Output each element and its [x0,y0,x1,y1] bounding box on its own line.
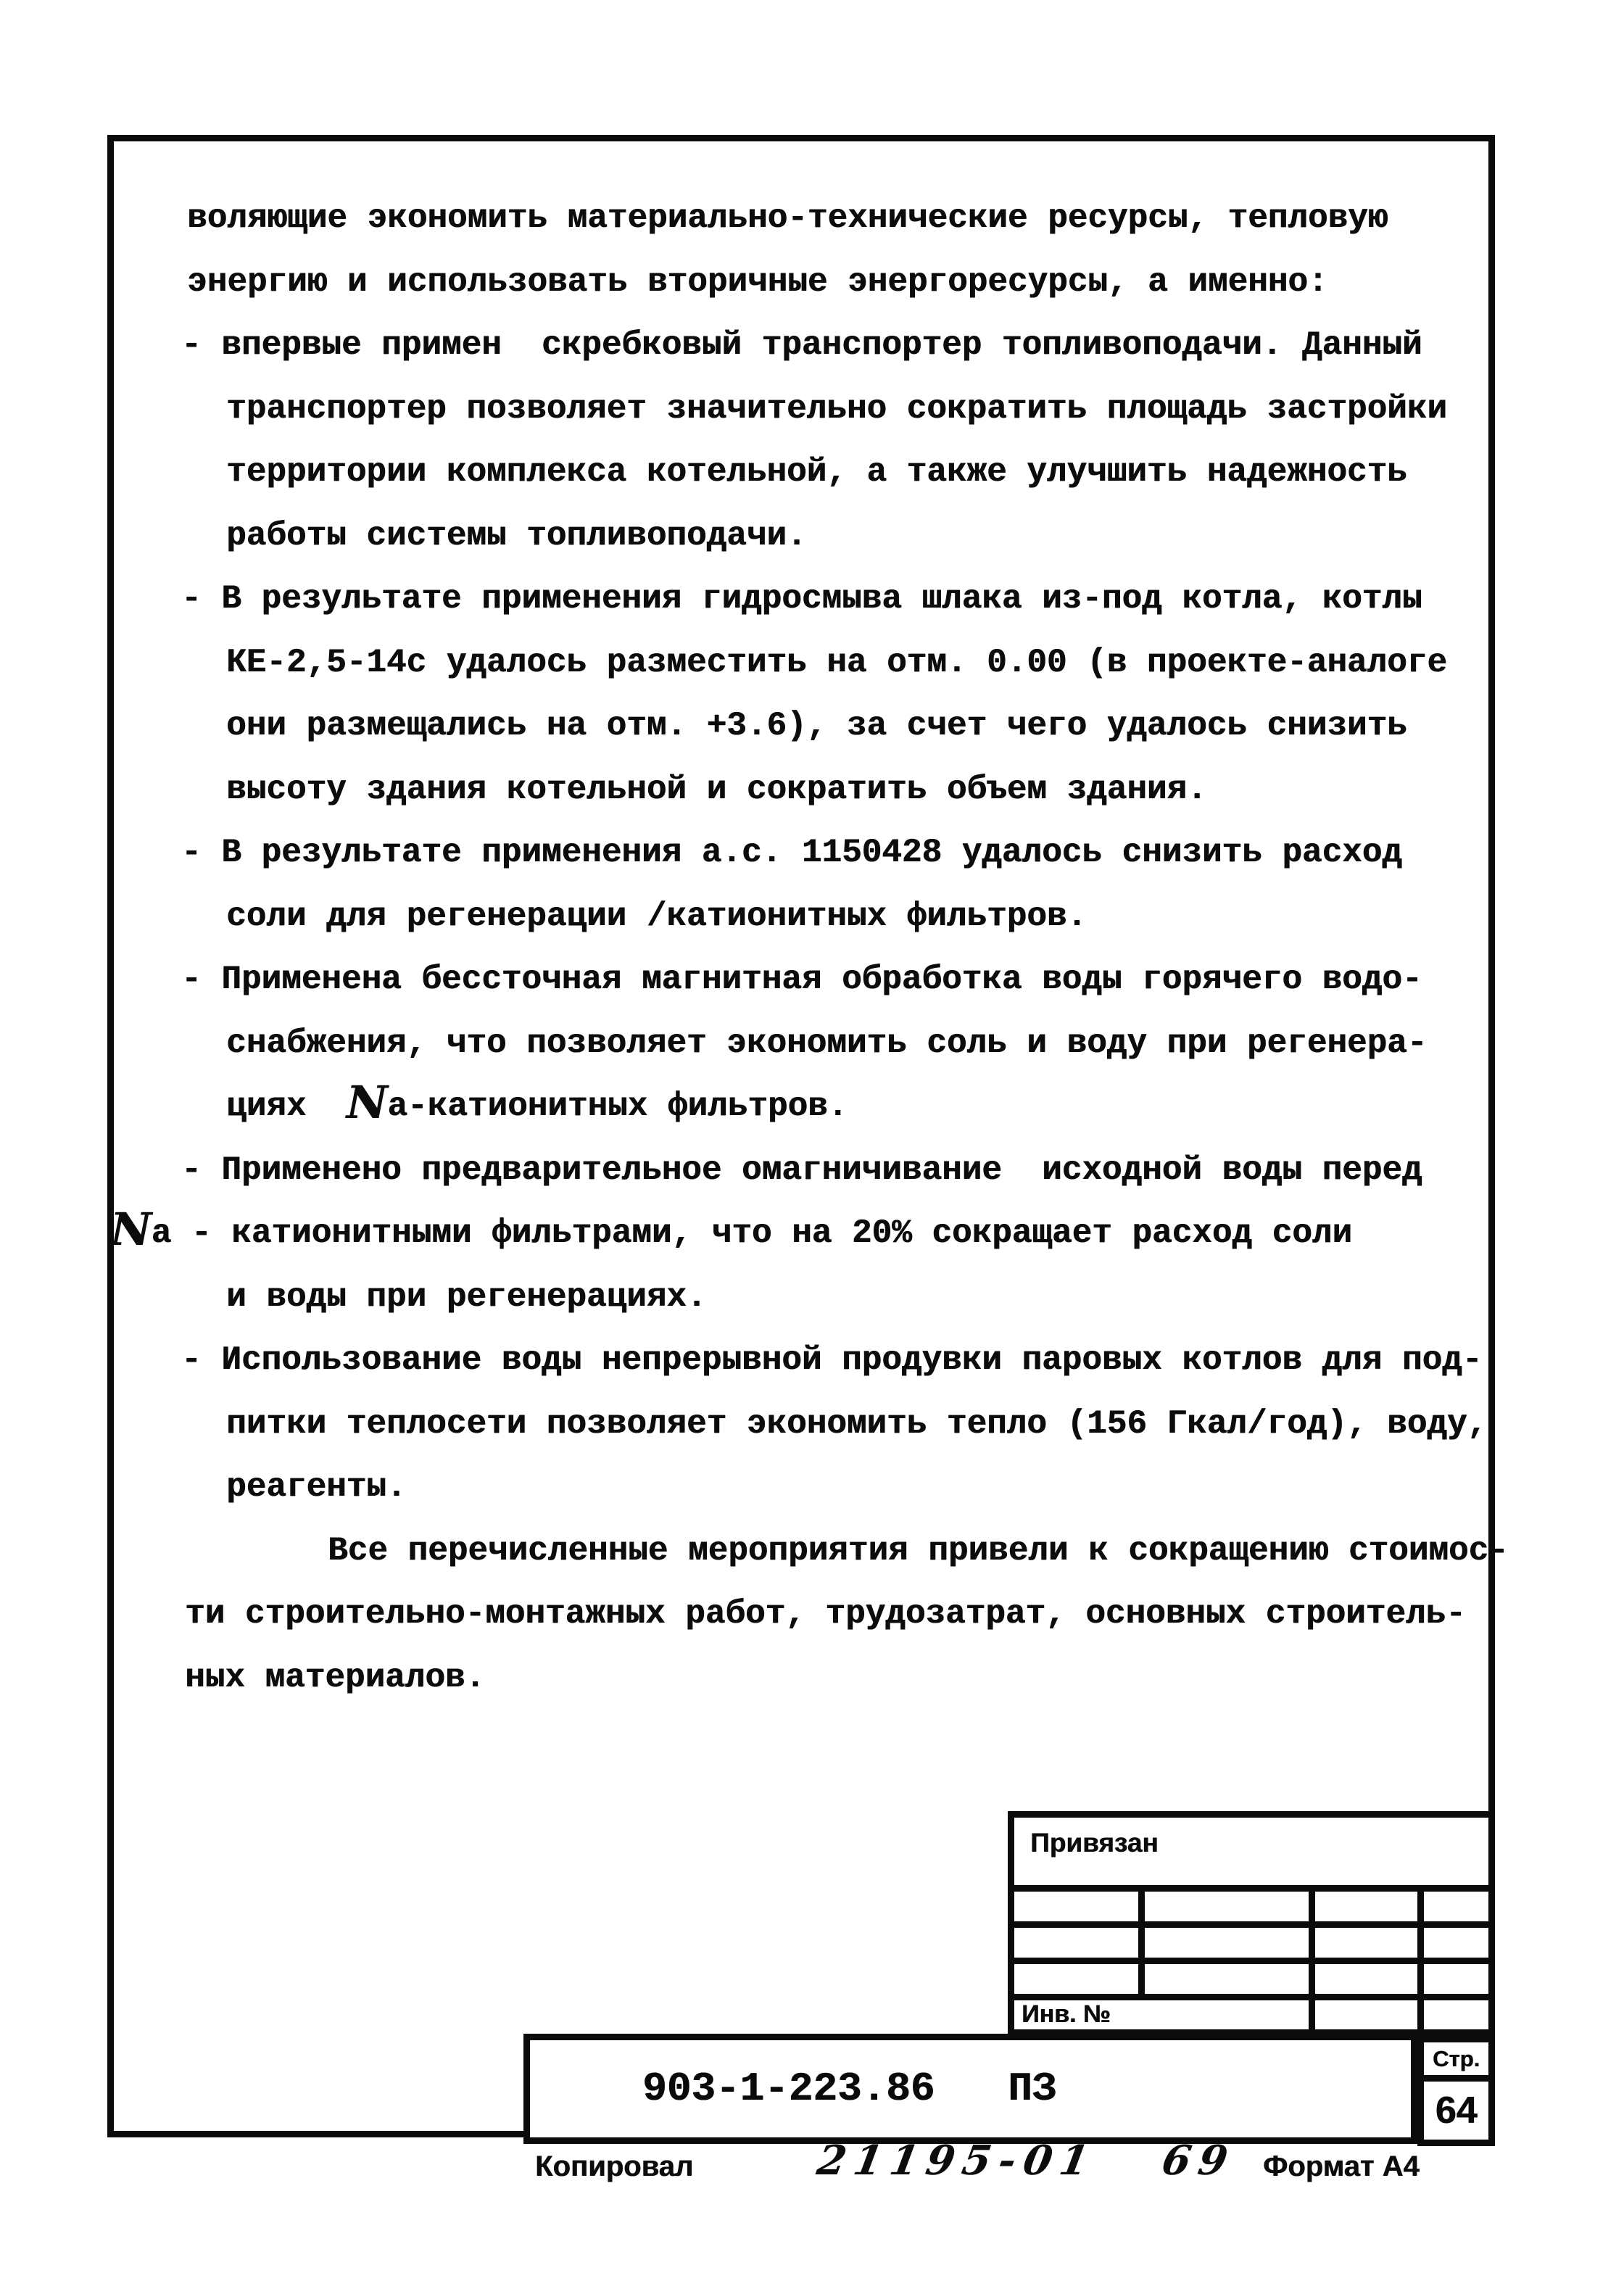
text-line: они размещались на отм. +3.6), за счет чего удалось снизить [226,707,1407,745]
table-rule [1138,1885,1145,2000]
text-line: территории комплекса котельной, а также улучшить надежность [226,453,1407,491]
text-line: - впервые примен скребковый транспортер топливоподачи. Данный [181,326,1422,364]
table-rule [1417,1885,1424,2029]
page-number: 64 [1435,2090,1478,2132]
inventory-number-label: Инв. № [1022,2000,1111,2028]
text-line: - Использование воды непрерывной продувки паровых котлов для под- [181,1341,1483,1379]
text-line: - В результате применения а.с. 1150428 удалось снизить расход [181,834,1402,871]
text-line: Все перечисленные мероприятия привели к сокращению стоимос- [328,1532,1509,1570]
text-line: транспортер позволяет значительно сократить площадь застройки [226,390,1447,428]
text-line: - Применена бессточная магнитная обработка воды горячего водо- [181,961,1422,998]
text-line: КЕ-2,5-14с удалось разместить на отм. 0.00 (в проекте-аналоге [226,644,1447,682]
text-line: энергию и использовать вторичные энергоресурсы, а именно: [187,263,1328,301]
script-letter-n: N [110,1203,152,1256]
table-rule [1424,2075,1488,2082]
copied-by-label: Копировал [535,2150,694,2182]
text-line: ти строительно-монтажных работ, трудозатрат, основных строитель- [185,1595,1466,1633]
text-line: воляющие экономить материально-технические ресурсы, тепловую [187,199,1388,237]
table-rule [1309,1885,1315,2029]
script-letter-n: N [346,1076,388,1129]
text-line [110,1203,1352,1256]
text-segment: а-катионитных фильтров. [387,1088,848,1125]
doc-number: 903-1-223.86 ПЗ [642,2066,1057,2112]
text-line: снабжения, что позволяет экономить соль и воду при регенера- [226,1024,1428,1062]
text-line: соли для регенерации /катионитных фильтров. [226,898,1087,935]
text-line: питки теплосети позволяет экономить тепло (156 Гкал/год), воду, [226,1405,1488,1443]
handwritten-inventory-number: 21195-01 69 [813,2137,1240,2185]
text-line: - Применено предварительное омагничивание исходной воды перед [181,1151,1422,1189]
text-line: работы системы топливоподачи. [226,517,807,555]
format-label: Формат А4 [1263,2150,1420,2182]
page-number-cell [1417,2036,1495,2146]
stamp-table [1008,1811,1495,2036]
text-line: ных материалов. [185,1659,486,1697]
text-line: высоту здания котельной и сократить объем здания. [226,771,1207,808]
text-line: - В результате применения гидросмыва шлака из-под котла, котлы [181,580,1422,618]
text-line [226,1076,848,1129]
text-segment: циях [226,1088,347,1125]
text-line: реагенты. [226,1468,407,1506]
page-label: Стр. [1432,2045,1480,2071]
doc-number-box [523,2034,1417,2144]
text-segment: а - катионитными фильтрами, что на 20% сокращает расход соли [151,1214,1352,1252]
binding-label: Привязан [1030,1828,1159,1858]
text-line: и воды при регенерациях. [226,1278,707,1316]
